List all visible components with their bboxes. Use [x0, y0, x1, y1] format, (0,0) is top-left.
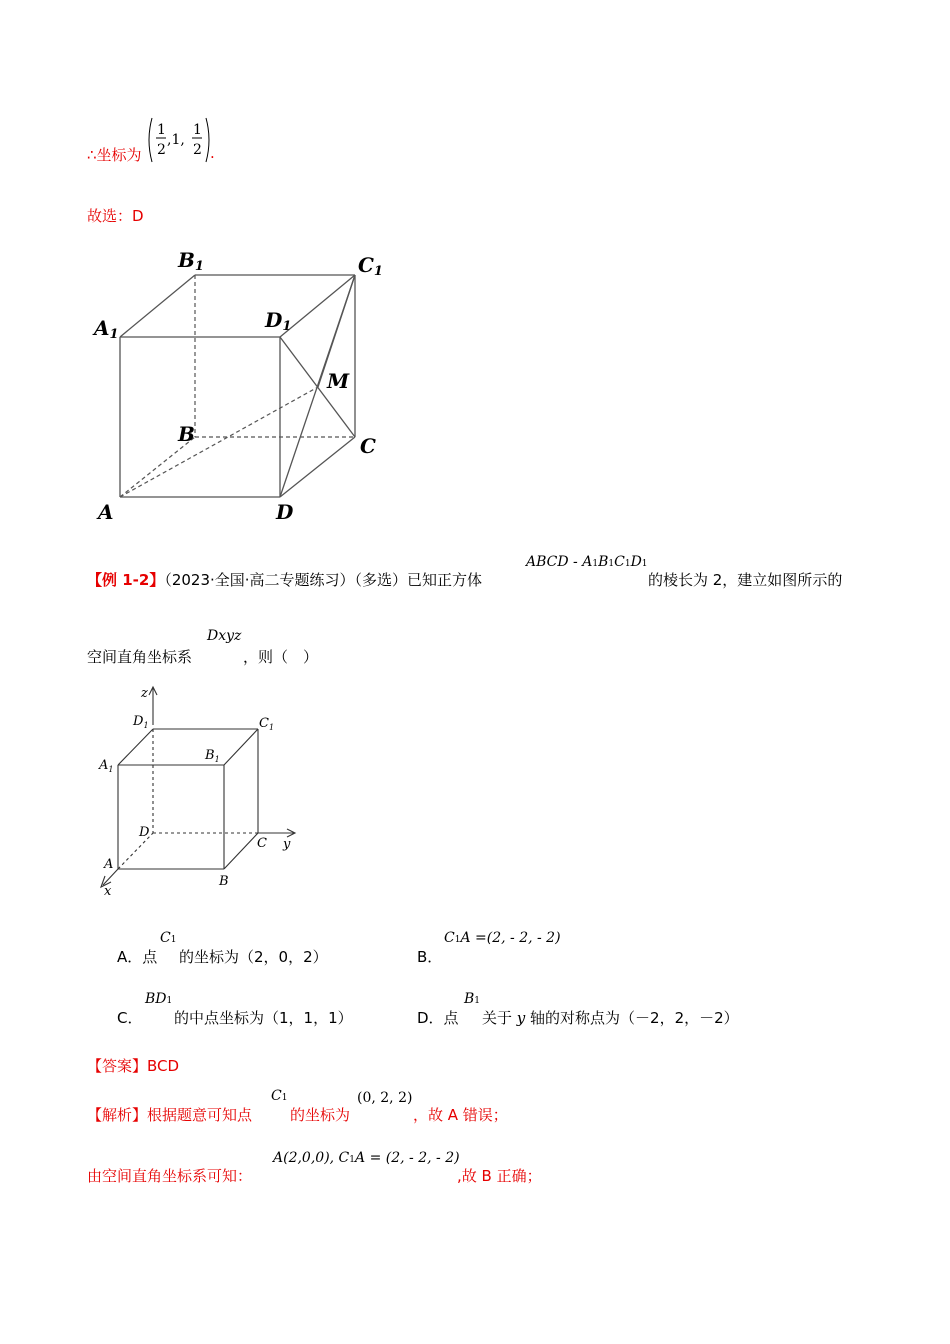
label-D1: D — [265, 308, 283, 332]
frac2-den: 2 — [193, 142, 202, 158]
answer-tag: 【答案】 — [87, 1057, 148, 1075]
answer-line — [87, 1055, 179, 1076]
option-c-expression: BD1 — [145, 991, 173, 1007]
label-C: C — [360, 434, 376, 458]
frac-middle: ,1, — [167, 132, 185, 148]
svg-text:B1: $B_1$ — [205, 748, 220, 764]
svg-text:C1: C1 — [358, 253, 383, 279]
cube-name: ABCD - A1B1C1D1 — [526, 554, 648, 570]
analysis-line-2-prefix: 由空间直角坐标系可知： — [87, 1167, 253, 1185]
svg-text:A1: A1 — [94, 316, 119, 342]
fig2-label-C: C — [257, 836, 267, 851]
analysis-line-2-suffix: ,故 B 正确； — [457, 1167, 542, 1185]
frac1-den: 2 — [157, 142, 166, 158]
choose-answer: 故选：D — [87, 207, 144, 225]
analysis-tag: 【解析】 — [87, 1106, 148, 1124]
label-C1: C — [358, 253, 374, 277]
analysis-point: C1 — [271, 1088, 288, 1104]
answer-value: BCD — [147, 1057, 180, 1075]
coord-prefix: ∴坐标为 — [87, 146, 142, 164]
analysis-expression: A(2,0,0), C1A = (2, - 2, - 2) — [273, 1150, 460, 1166]
label-B: B — [178, 422, 195, 446]
option-b-expression: C1A =(2, - 2, - 2) — [444, 930, 561, 946]
svg-text:D1: $D_1$ — [133, 714, 149, 730]
example-line-2-prefix: 空间直角坐标系 — [87, 648, 193, 666]
label-A: A — [98, 500, 114, 524]
axis-y: y — [283, 837, 291, 852]
analysis-text2: 的坐标为 — [290, 1106, 351, 1124]
cube-figure-2 — [95, 685, 305, 900]
analysis-line-1: 【解析】根据题意可知点 — [87, 1106, 253, 1124]
option-c-text: 的中点坐标为（1，1，1） — [174, 1009, 353, 1027]
fig2-label-A1: A — [99, 758, 109, 773]
svg-text:C1: $C_1$ — [259, 716, 275, 732]
option-a-point: C1 — [160, 930, 177, 946]
label-D: D — [276, 500, 294, 524]
coord-suffix: . — [210, 144, 215, 162]
axis-x: x — [104, 884, 112, 899]
analysis-coord: (0, 2, 2) — [357, 1090, 413, 1106]
analysis-text3: ，故 A 错误； — [413, 1106, 508, 1124]
label-M: M — [327, 369, 350, 393]
fig2-label-B: B — [219, 874, 229, 889]
fig2-label-B1: B — [205, 748, 215, 763]
option-c-letter: C． — [117, 1009, 143, 1027]
option-d-point: B1 — [464, 991, 481, 1007]
svg-text:B1: B1 — [178, 248, 204, 274]
frame-name: Dxyz — [207, 628, 242, 644]
option-a — [117, 946, 157, 967]
example-source: （2023·全国·高二专题练习）（多选）已知正方体 — [164, 571, 483, 589]
fig2-label-A: A — [104, 857, 114, 872]
frac1-num: 1 — [157, 122, 166, 138]
coord-line — [87, 144, 142, 165]
label-A1: A — [94, 316, 110, 340]
axis-z: z — [141, 686, 148, 701]
svg-text:A1: $A_1$ — [99, 758, 114, 774]
fig2-label-D1: D — [133, 714, 144, 729]
svg-text:D1: D1 — [265, 308, 292, 334]
cube-figure-1 — [90, 245, 390, 525]
example-line-1 — [87, 569, 482, 590]
option-d-text: 关于 y 轴的对称点为（－2，2，－2） — [482, 1009, 739, 1027]
fig2-label-D: D — [139, 825, 150, 840]
option-a-text: 的坐标为（2，0，2） — [179, 948, 328, 966]
example-tag: 【例 1-2】 — [87, 571, 165, 589]
label-B1: B — [178, 248, 195, 272]
option-d-letter: D．点 — [417, 1009, 459, 1027]
option-b-letter: B． — [417, 948, 443, 966]
option-a-letter: A．点 — [117, 948, 158, 966]
example-tail: 的棱长为 2，建立如图所示的 — [648, 571, 843, 589]
example-line-2-suffix: ，则（ ） — [243, 648, 319, 666]
fig2-label-C1: C — [259, 716, 269, 731]
frac2-num: 1 — [193, 122, 202, 138]
